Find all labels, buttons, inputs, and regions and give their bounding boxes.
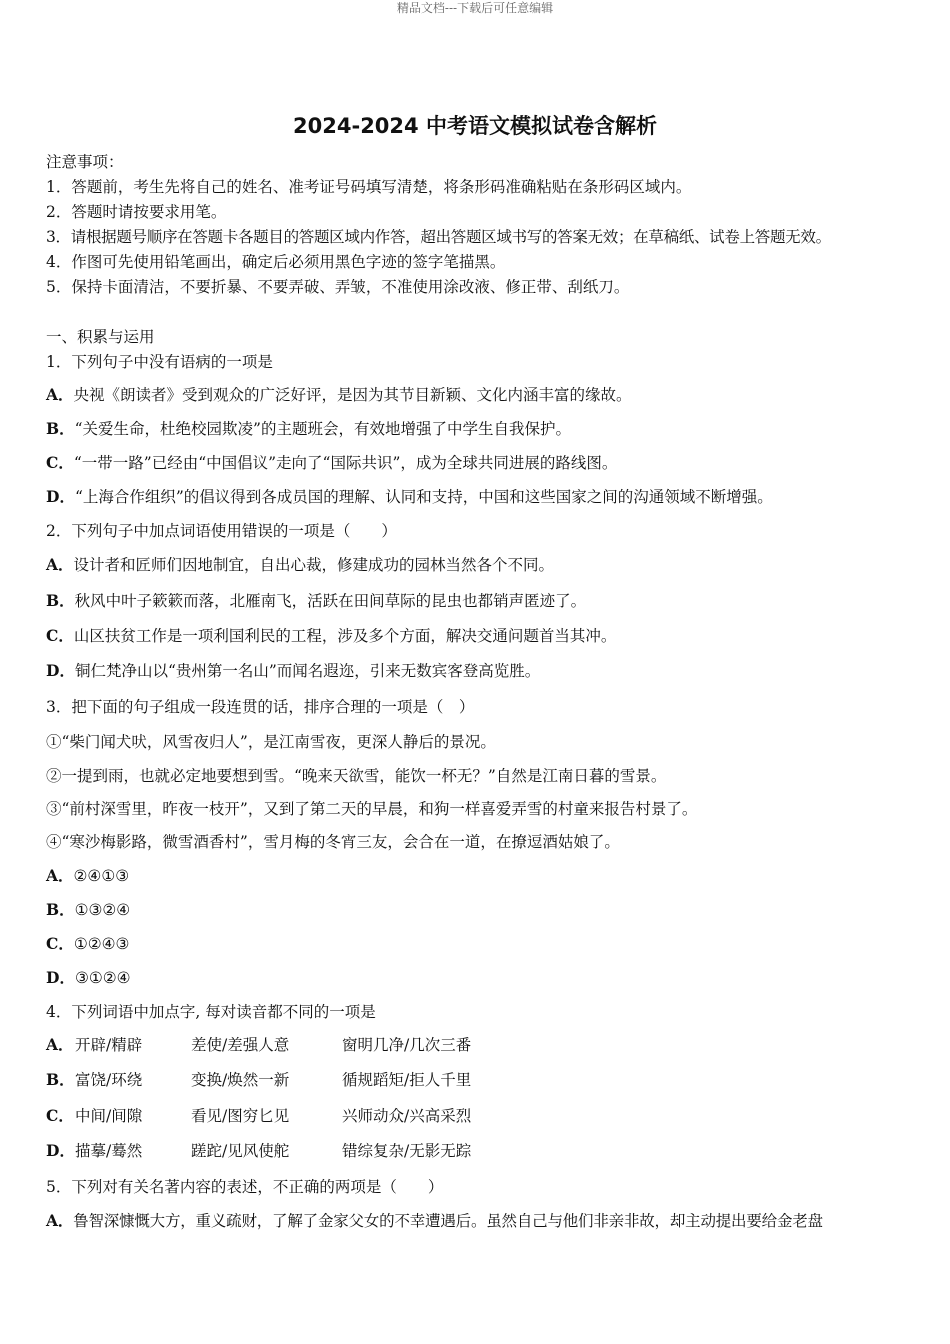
option-row [46, 933, 129, 955]
question-stem: 3．把下面的句子组成一段连贯的话，排序合理的一项是（ ） [46, 698, 475, 716]
word-pair: 变换/焕然一新 [191, 1071, 290, 1089]
option-text: 设计者和匠师们因地制宜，自出心裁，修建成功的园林当然各个不同。 [73, 556, 555, 574]
word-pair: 窗明几净/几次三番 [342, 1036, 472, 1054]
option-label: B． [46, 1070, 75, 1089]
word-pair: 富饶/环绕 [75, 1071, 143, 1089]
question-stem: 2．下列句子中加点词语使用错误的一项是（ ） [46, 522, 397, 540]
word-pair: 差使/差强人意 [191, 1036, 290, 1054]
word-pair: 中间/间隙 [75, 1107, 143, 1125]
option-text: “关爱生命，杜绝校园欺凌”的主题班会，有效地增强了中学生自我保护。 [74, 420, 571, 438]
notice-item: 3．请根据题号顺序在答题卡各题目的答题区域内作答，超出答题区域书写的答案无效；在草稿纸、试卷上答题无效。 [46, 228, 831, 246]
sentence: ②一提到雨，也就必定地要想到雪。“晚来天欲雪，能饮一杯无？”自然是江南日暮的雪景。 [46, 767, 667, 785]
option-text: 鲁智深慷慨大方，重义疏财，了解了金家父女的不幸遭遇后。虽然自己与他们非亲非故，却主动提出要给金老盘 [73, 1212, 823, 1230]
option-text: “上海合作组织”的倡议得到各成员国的理解、认同和支持，中国和这些国家之间的沟通领域不断增强。 [74, 488, 773, 506]
option-label: C． [46, 453, 74, 472]
option-label: C． [46, 626, 74, 645]
option-row [46, 967, 131, 989]
option-row [46, 452, 617, 474]
option-row [46, 1210, 823, 1232]
option-text: ②④①③ [73, 867, 130, 885]
option-label: D． [46, 968, 75, 987]
option-text: ①③②④ [74, 901, 131, 919]
option-text: ③①②④ [74, 969, 131, 987]
word-pair: 错综复杂/无影无踪 [342, 1142, 472, 1160]
notice-item: 1．答题前，考生先将自己的姓名、准考证号码填写清楚，将条形码准确粘贴在条形码区域内。 [46, 178, 692, 196]
option-label: A． [46, 385, 74, 404]
word-pair: 开辟/精辟 [75, 1036, 143, 1054]
option-label: C． [46, 934, 74, 953]
word-pair: 兴师动众/兴高采烈 [342, 1107, 472, 1125]
option-text: 山区扶贫工作是一项利国利民的工程，涉及多个方面，解决交通问题首当其冲。 [73, 627, 617, 645]
option-row [46, 486, 773, 508]
sentence: ①“柴门闻犬吠，风雪夜归人”，是江南雪夜，更深人静后的景况。 [46, 733, 496, 751]
option-row [46, 384, 632, 406]
question-stem: 1．下列句子中没有语病的一项是 [46, 353, 273, 371]
question-stem: 5．下列对有关名著内容的表述，不正确的两项是（ ） [46, 1178, 444, 1196]
option-label: A． [46, 866, 74, 885]
option-label: B． [46, 900, 75, 919]
option-label: C． [46, 1106, 74, 1125]
word-pair: 描摹/蓦然 [75, 1142, 143, 1160]
notice-item: 2．答题时请按要求用笔。 [46, 203, 227, 221]
option-label: B． [46, 419, 75, 438]
option-row [46, 554, 554, 576]
page-title: 2024-2024 中考语文模拟试卷含解析 [293, 114, 657, 138]
option-text: ①②④③ [73, 935, 130, 953]
option-label: D． [46, 487, 75, 506]
option-row [46, 418, 571, 440]
option-text: “一带一路”已经由“中国倡议”走向了“国际共识”，成为全球共同进展的路线图。 [73, 454, 618, 472]
option-label: D． [46, 661, 75, 680]
option-row [46, 590, 586, 612]
header-note: 精品文档---下载后可任意编辑 [396, 1, 554, 15]
sentence: ④“寒沙梅影路，微雪酒香村”，雪月梅的冬宵三友，会合在一道，在撩逗酒姑娘了。 [46, 833, 620, 851]
word-pair: 循规蹈矩/拒人千里 [342, 1071, 472, 1089]
option-row [46, 660, 540, 682]
option-label: A． [46, 1035, 74, 1054]
option-label: D． [46, 1141, 75, 1160]
option-label: A． [46, 555, 74, 574]
option-row [46, 899, 130, 921]
option-row [46, 865, 129, 887]
option-text: 央视《朗读者》受到观众的广泛好评，是因为其节目新颖、文化内涵丰富的缘故。 [73, 386, 632, 404]
option-label: A． [46, 1211, 74, 1230]
notice-item: 4．作图可先使用铅笔画出，确定后必须用黑色字迹的签字笔描黑。 [46, 253, 506, 271]
notice-heading: 注意事项： [46, 153, 124, 171]
option-row [46, 625, 616, 647]
word-pair: 蹉跎/见风使舵 [191, 1142, 290, 1160]
word-pair: 看见/图穷匕见 [191, 1107, 290, 1125]
option-text: 铜仁梵净山以“贵州第一名山”而闻名遐迩，引来无数宾客登高览胜。 [74, 662, 541, 680]
sentence: ③“前村深雪里，昨夜一枝开”，又到了第二天的早晨，和狗一样喜爱弄雪的村童来报告村景了。 [46, 800, 698, 818]
option-text: 秋风中叶子簌簌而落，北雁南飞，活跃在田间草际的昆虫也都销声匿迹了。 [74, 592, 587, 610]
option-label: B． [46, 591, 75, 610]
question-stem: 4．下列词语中加点字, 每对读音都不同的一项是 [46, 1003, 376, 1021]
section-heading: 一、积累与运用 [46, 328, 155, 346]
notice-item: 5．保持卡面清洁，不要折暴、不要弄破、弄皱，不准使用涂改液、修正带、刮纸刀。 [46, 278, 630, 296]
